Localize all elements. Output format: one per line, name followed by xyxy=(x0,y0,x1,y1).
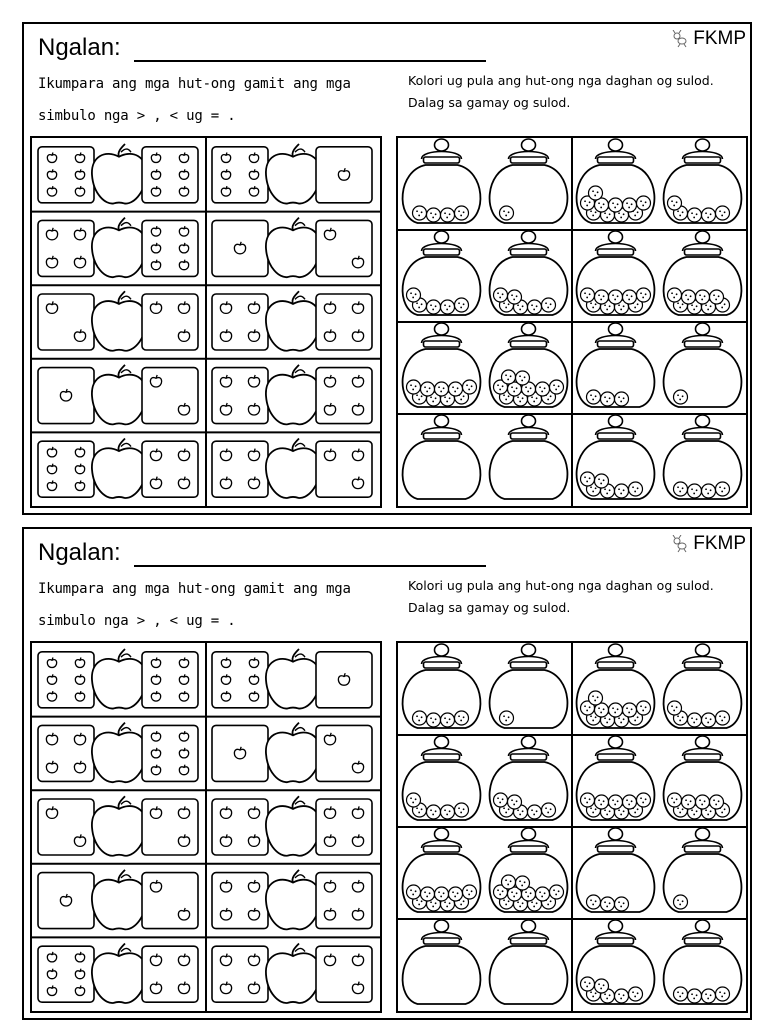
apple-count-box xyxy=(316,368,372,424)
apple-count-box xyxy=(142,220,198,276)
big-apple-answer-icon[interactable] xyxy=(92,723,146,783)
cookie-icon xyxy=(595,290,609,304)
big-apple-answer-icon[interactable] xyxy=(266,796,320,856)
big-apple-answer-icon[interactable] xyxy=(92,796,146,856)
cookie-icon xyxy=(427,300,441,314)
cookie-icon xyxy=(629,987,643,1001)
apple-count-box xyxy=(316,725,372,781)
cookie-icon xyxy=(587,390,601,404)
apple-count-box xyxy=(316,147,372,203)
big-apple-answer-icon[interactable] xyxy=(92,870,146,930)
instruction-compare: Ikumpara ang mga hut-ong gamit ang mga simbulo nga > , < ug = . xyxy=(38,581,351,629)
jar-grid xyxy=(396,641,748,1013)
cookie-jar-icon[interactable] xyxy=(490,644,568,728)
cookie-jar-icon[interactable] xyxy=(577,139,655,223)
cookie-icon xyxy=(528,300,542,314)
cookie-icon xyxy=(696,795,710,809)
cookie-icon xyxy=(441,300,455,314)
big-apple-answer-icon[interactable] xyxy=(266,291,320,351)
cookie-jar-icon[interactable] xyxy=(577,828,655,912)
cookie-icon xyxy=(441,713,455,727)
cookie-icon xyxy=(710,290,724,304)
cookie-icon xyxy=(413,206,427,220)
cookie-jar-icon[interactable] xyxy=(403,920,481,1004)
cookie-jar-icon[interactable] xyxy=(403,644,481,728)
cookie-icon xyxy=(595,474,609,488)
apple-count-box xyxy=(38,652,94,708)
cookie-icon xyxy=(702,989,716,1003)
cookie-icon xyxy=(629,482,643,496)
cookie-icon xyxy=(601,897,615,911)
apple-count-box xyxy=(38,799,94,855)
cookie-icon xyxy=(668,196,682,210)
cookie-icon xyxy=(550,380,564,394)
jar-canvas xyxy=(398,138,746,506)
cookie-icon xyxy=(502,370,516,384)
apple-count-box xyxy=(212,441,268,497)
instruction-color-jars: Kolori ug pula ang hut-ong nga daghan og sulod. Dalag sa gamay og sulod. xyxy=(408,578,714,615)
cookie-icon xyxy=(668,701,682,715)
cookie-jar-icon[interactable] xyxy=(577,415,655,499)
cookie-icon xyxy=(581,977,595,991)
cookie-icon xyxy=(696,290,710,304)
cookie-jar-icon[interactable] xyxy=(577,920,655,1004)
big-apple-answer-icon[interactable] xyxy=(92,144,146,204)
apple-count-box xyxy=(316,294,372,350)
cookie-icon xyxy=(407,885,421,899)
name-label: Ngalan: xyxy=(38,34,121,61)
apple-count-box xyxy=(316,441,372,497)
cookie-icon xyxy=(702,713,716,727)
cookie-jar-icon[interactable] xyxy=(490,828,568,912)
cookie-icon xyxy=(682,290,696,304)
apple-count-box xyxy=(38,946,94,1002)
cookie-icon xyxy=(536,887,550,901)
apple-count-box xyxy=(142,725,198,781)
cookie-icon xyxy=(449,887,463,901)
cookie-icon xyxy=(427,713,441,727)
apple-count-box xyxy=(212,799,268,855)
cookie-jar-icon[interactable] xyxy=(403,231,481,315)
apple-count-box xyxy=(38,220,94,276)
cookie-jar-icon[interactable] xyxy=(577,323,655,407)
apple-count-box xyxy=(212,725,268,781)
apple-compare-cell xyxy=(212,365,372,425)
apple-compare-cell xyxy=(38,796,198,856)
cookie-jar-icon[interactable] xyxy=(403,415,481,499)
cookie-jar-icon[interactable] xyxy=(664,231,742,315)
big-apple-answer-icon[interactable] xyxy=(92,649,146,709)
apple-count-box xyxy=(212,147,268,203)
cookie-icon xyxy=(407,380,421,394)
instruction-compare: Ikumpara ang mga hut-ong gamit ang mga simbulo nga > , < ug = . xyxy=(38,76,351,124)
apple-compare-cell xyxy=(38,365,198,425)
cookie-icon xyxy=(674,895,688,909)
cookie-icon xyxy=(623,703,637,717)
cookie-jar-icon[interactable] xyxy=(490,736,568,820)
instruction-color-jars: Kolori ug pula ang hut-ong nga daghan og sulod. Dalag sa gamay og sulod. xyxy=(408,73,714,110)
cookie-icon xyxy=(615,897,629,911)
apple-compare-cell xyxy=(212,438,372,498)
apple-count-box xyxy=(38,147,94,203)
big-apple-answer-icon[interactable] xyxy=(266,438,320,498)
cookie-icon xyxy=(441,805,455,819)
cookie-jar-icon[interactable] xyxy=(577,644,655,728)
cookie-icon xyxy=(601,392,615,406)
cookie-icon xyxy=(716,987,730,1001)
cookie-icon xyxy=(668,288,682,302)
cookie-icon xyxy=(682,795,696,809)
cookie-icon xyxy=(427,208,441,222)
cookie-icon xyxy=(516,371,530,385)
cookie-icon xyxy=(542,803,556,817)
name-label: Ngalan: xyxy=(38,539,121,566)
apple-count-box xyxy=(38,873,94,929)
cookie-jar-icon[interactable] xyxy=(490,415,568,499)
cookie-jar-icon[interactable] xyxy=(403,323,481,407)
apple-count-box xyxy=(142,652,198,708)
cookie-icon xyxy=(668,793,682,807)
apple-count-box xyxy=(316,946,372,1002)
cookie-icon xyxy=(716,711,730,725)
cookie-icon xyxy=(516,876,530,890)
apple-count-box xyxy=(38,441,94,497)
apple-count-box xyxy=(38,294,94,350)
cookie-jar-icon[interactable] xyxy=(403,139,481,223)
apple-count-box xyxy=(142,368,198,424)
apple-compare-cell xyxy=(38,723,198,783)
cookie-icon xyxy=(589,186,603,200)
apple-count-box xyxy=(212,652,268,708)
cookie-icon xyxy=(702,484,716,498)
cookie-icon xyxy=(637,701,651,715)
cookie-icon xyxy=(407,288,421,302)
cookie-icon xyxy=(623,198,637,212)
cookie-icon xyxy=(623,795,637,809)
cookie-icon xyxy=(508,290,522,304)
cookie-jar-icon[interactable] xyxy=(664,828,742,912)
apple-compare-cell xyxy=(212,796,372,856)
apple-count-box xyxy=(316,799,372,855)
cookie-icon xyxy=(500,206,514,220)
apple-compare-cell xyxy=(212,144,372,204)
cookie-icon xyxy=(702,208,716,222)
apple-count-box xyxy=(142,441,198,497)
cookie-icon xyxy=(455,711,469,725)
apple-compare-cell xyxy=(38,291,198,351)
cookie-icon xyxy=(623,290,637,304)
cookie-icon xyxy=(542,298,556,312)
cookie-icon xyxy=(463,885,477,899)
apple-compare-cell xyxy=(212,943,372,1003)
cookie-icon xyxy=(674,987,688,1001)
jar-canvas xyxy=(398,643,746,1011)
cookie-icon xyxy=(674,390,688,404)
apple-compare-cell xyxy=(38,649,198,709)
cookie-icon xyxy=(528,805,542,819)
big-apple-answer-icon[interactable] xyxy=(266,365,320,425)
cookie-icon xyxy=(581,472,595,486)
cookie-jar-icon[interactable] xyxy=(664,415,742,499)
jar-grid xyxy=(396,136,748,508)
cookie-icon xyxy=(595,795,609,809)
cookie-jar-icon[interactable] xyxy=(664,323,742,407)
cookie-icon xyxy=(449,382,463,396)
cookie-icon xyxy=(637,793,651,807)
cookie-jar-icon[interactable] xyxy=(664,139,742,223)
cookie-icon xyxy=(595,979,609,993)
cookie-jar-icon[interactable] xyxy=(664,920,742,1004)
name-write-line[interactable] xyxy=(134,60,486,62)
apple-count-box xyxy=(38,368,94,424)
cookie-icon xyxy=(615,392,629,406)
cookie-icon xyxy=(413,711,427,725)
cookie-icon xyxy=(688,989,702,1003)
cookie-icon xyxy=(421,382,435,396)
cookie-icon xyxy=(581,288,595,302)
cookie-jar-icon[interactable] xyxy=(490,139,568,223)
cookie-icon xyxy=(637,196,651,210)
cookie-jar-icon[interactable] xyxy=(577,231,655,315)
cookie-icon xyxy=(463,380,477,394)
brand-text: FKMP xyxy=(693,28,746,49)
worksheet-top xyxy=(22,22,752,515)
cookie-icon xyxy=(637,288,651,302)
apple-count-box xyxy=(316,652,372,708)
apple-count-box xyxy=(142,294,198,350)
worksheet-bottom xyxy=(22,527,752,1020)
apple-compare-cell xyxy=(38,870,198,930)
apple-count-box xyxy=(38,725,94,781)
apple-compare-grid xyxy=(30,641,382,1013)
apple-compare-grid xyxy=(30,136,382,508)
cookie-icon xyxy=(435,887,449,901)
cookie-icon xyxy=(494,288,508,302)
big-apple-answer-icon[interactable] xyxy=(266,144,320,204)
cookie-icon xyxy=(407,793,421,807)
cookie-icon xyxy=(609,290,623,304)
cookie-jar-icon[interactable] xyxy=(577,736,655,820)
big-apple-answer-icon[interactable] xyxy=(266,870,320,930)
cookie-icon xyxy=(609,795,623,809)
cookie-icon xyxy=(615,484,629,498)
apple-compare-cell xyxy=(212,218,372,278)
big-apple-answer-icon[interactable] xyxy=(92,365,146,425)
apple-compare-cell xyxy=(212,291,372,351)
cookie-icon xyxy=(609,703,623,717)
big-apple-answer-icon[interactable] xyxy=(92,943,146,1003)
cookie-icon xyxy=(550,885,564,899)
ant-mascot-icon xyxy=(671,30,691,48)
cookie-icon xyxy=(589,691,603,705)
cookie-jar-icon[interactable] xyxy=(664,644,742,728)
cookie-icon xyxy=(609,198,623,212)
cookie-jar-icon[interactable] xyxy=(664,736,742,820)
apple-compare-cell xyxy=(212,649,372,709)
cookie-icon xyxy=(508,795,522,809)
cookie-icon xyxy=(455,206,469,220)
cookie-icon xyxy=(441,208,455,222)
brand-logo xyxy=(671,28,746,50)
apple-count-box xyxy=(316,220,372,276)
apple-count-box xyxy=(142,873,198,929)
cookie-icon xyxy=(421,887,435,901)
apple-count-box xyxy=(212,220,268,276)
brand-logo xyxy=(671,533,746,555)
cookie-jar-icon[interactable] xyxy=(490,231,568,315)
cookie-icon xyxy=(716,206,730,220)
big-apple-answer-icon[interactable] xyxy=(92,438,146,498)
brand-text: FKMP xyxy=(693,533,746,554)
ant-mascot-icon xyxy=(671,535,691,553)
cookie-jar-icon[interactable] xyxy=(490,323,568,407)
cookie-jar-icon[interactable] xyxy=(403,736,481,820)
cookie-icon xyxy=(716,482,730,496)
apple-compare-cell xyxy=(38,218,198,278)
cookie-jar-icon[interactable] xyxy=(403,828,481,912)
apple-compare-cell xyxy=(38,943,198,1003)
big-apple-answer-icon[interactable] xyxy=(266,723,320,783)
cookie-icon xyxy=(688,484,702,498)
big-apple-answer-icon[interactable] xyxy=(92,291,146,351)
big-apple-answer-icon[interactable] xyxy=(266,943,320,1003)
apple-count-box xyxy=(212,294,268,350)
apple-count-box xyxy=(142,799,198,855)
cookie-icon xyxy=(688,208,702,222)
cookie-icon xyxy=(581,793,595,807)
apple-count-box xyxy=(142,147,198,203)
cookie-icon xyxy=(710,795,724,809)
apple-count-box xyxy=(212,946,268,1002)
apple-compare-cell xyxy=(212,723,372,783)
cookie-icon xyxy=(688,713,702,727)
cookie-icon xyxy=(455,298,469,312)
big-apple-answer-icon[interactable] xyxy=(92,218,146,278)
cookie-icon xyxy=(427,805,441,819)
apple-compare-canvas xyxy=(32,138,380,506)
big-apple-answer-icon[interactable] xyxy=(266,649,320,709)
cookie-icon xyxy=(500,711,514,725)
apple-count-box xyxy=(316,873,372,929)
cookie-icon xyxy=(494,793,508,807)
cookie-icon xyxy=(455,803,469,817)
apple-compare-canvas xyxy=(32,643,380,1011)
big-apple-answer-icon[interactable] xyxy=(266,218,320,278)
apple-count-box xyxy=(212,368,268,424)
apple-compare-cell xyxy=(212,870,372,930)
cookie-icon xyxy=(502,875,516,889)
cookie-icon xyxy=(435,382,449,396)
cookie-icon xyxy=(587,895,601,909)
cookie-icon xyxy=(536,382,550,396)
cookie-jar-icon[interactable] xyxy=(490,920,568,1004)
cookie-icon xyxy=(674,482,688,496)
apple-count-box xyxy=(142,946,198,1002)
apple-count-box xyxy=(212,873,268,929)
name-write-line[interactable] xyxy=(134,565,486,567)
apple-compare-cell xyxy=(38,144,198,204)
cookie-icon xyxy=(615,989,629,1003)
apple-compare-cell xyxy=(38,438,198,498)
